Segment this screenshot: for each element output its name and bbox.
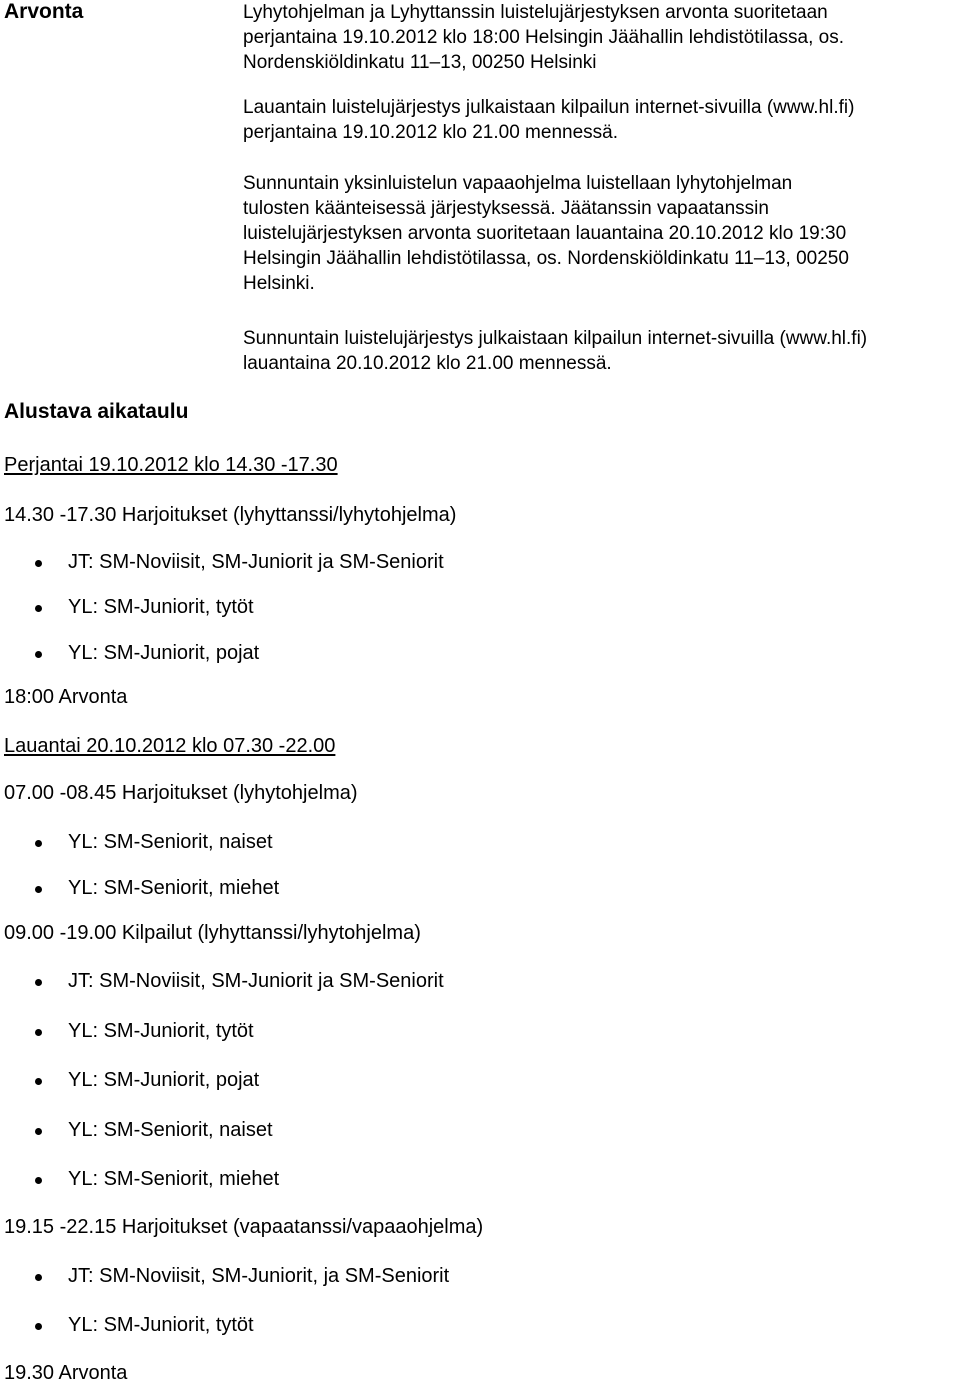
saturday-competition-title: 09.00 -19.00 Kilpailut (lyhyttanssi/lyhytohjelma) bbox=[4, 922, 421, 944]
saturday-practice-title: 07.00 -08.45 Harjoitukset (lyhytohjelma) bbox=[4, 782, 358, 804]
bullet-icon bbox=[35, 840, 42, 847]
list-item-label: YL: SM-Seniorit, naiset bbox=[68, 1119, 273, 1141]
arvonta-paragraph-sunday-free: Sunnuntain yksinluistelun vapaaohjelma luistellaan lyhytohjelman tulosten käänteisessä järjestyksessä. Jäätanssin vapaatanssin luistelujärjestyksen arvonta suoritetaan lauantaina 20.10.2012 klo 19:30 Helsingin Jäähallin lehdistötilassa, os. Nordenskiöldinkatu 11–13, 00250 Helsinki. bbox=[243, 173, 849, 294]
list-item-label: YL: SM-Juniorit, pojat bbox=[68, 1069, 260, 1091]
arvonta-paragraph-sunday-order: Sunnuntain luistelujärjestys julkaistaan kilpailun internet-sivuilla (www.hl.fi) lauantaina 20.10.2012 klo 21.00 mennessä. bbox=[243, 328, 868, 374]
friday-draw: 18:00 Arvonta bbox=[4, 686, 128, 708]
bullet-icon bbox=[35, 979, 42, 986]
list-item-label: YL: SM-Juniorit, tytöt bbox=[68, 596, 254, 618]
bullet-icon bbox=[35, 1128, 42, 1135]
bullet-icon bbox=[35, 605, 42, 612]
saturday-draw: 19.30 Arvonta bbox=[4, 1362, 128, 1384]
arvonta-paragraph-saturday-order: Lauantain luistelujärjestys julkaistaan kilpailun internet-sivuilla (www.hl.fi) perjantaina 19.10.2012 klo 21.00 mennessä. bbox=[243, 97, 855, 143]
list-item-label: YL: SM-Juniorit, pojat bbox=[68, 642, 260, 664]
saturday-free-practice-title: 19.15 -22.15 Harjoitukset (vapaatanssi/vapaaohjelma) bbox=[4, 1216, 484, 1238]
list-item-label: YL: SM-Seniorit, miehet bbox=[68, 1168, 280, 1190]
list-item-label: JT: SM-Noviisit, SM-Juniorit ja SM-Seniorit bbox=[68, 970, 444, 992]
bullet-icon bbox=[35, 1177, 42, 1184]
arvonta-paragraph-draw-short-programme: Lyhytohjelman ja Lyhyttanssin luistelujärjestyksen arvonta suoritetaan perjantaina 19.10.2012 klo 18:00 Helsingin Jäähallin lehdistötilassa, os. Nordenskiöldinkatu 11–13, 00250 Helsinki bbox=[243, 2, 845, 73]
list-item-label: YL: SM-Juniorit, tytöt bbox=[68, 1020, 254, 1042]
bullet-icon bbox=[35, 560, 42, 567]
list-item-label: JT: SM-Noviisit, SM-Juniorit, ja SM-Seniorit bbox=[68, 1265, 450, 1287]
list-item-label: YL: SM-Juniorit, tytöt bbox=[68, 1314, 254, 1336]
bullet-icon bbox=[35, 1029, 42, 1036]
schedule-heading: Alustava aikataulu bbox=[4, 400, 189, 423]
saturday-title: Lauantai 20.10.2012 klo 07.30 -22.00 bbox=[4, 735, 336, 757]
bullet-icon bbox=[35, 1274, 42, 1281]
bullet-icon bbox=[35, 886, 42, 893]
bullet-icon bbox=[35, 651, 42, 658]
bullet-icon bbox=[35, 1078, 42, 1085]
list-item-label: YL: SM-Seniorit, naiset bbox=[68, 831, 273, 853]
list-item-label: YL: SM-Seniorit, miehet bbox=[68, 877, 280, 899]
bullet-icon bbox=[35, 1323, 42, 1330]
list-item-label: JT: SM-Noviisit, SM-Juniorit ja SM-Seniorit bbox=[68, 551, 444, 573]
friday-title: Perjantai 19.10.2012 klo 14.30 -17.30 bbox=[4, 454, 338, 476]
arvonta-heading: Arvonta bbox=[4, 0, 84, 23]
friday-practice-title: 14.30 -17.30 Harjoitukset (lyhyttanssi/lyhytohjelma) bbox=[4, 504, 457, 526]
